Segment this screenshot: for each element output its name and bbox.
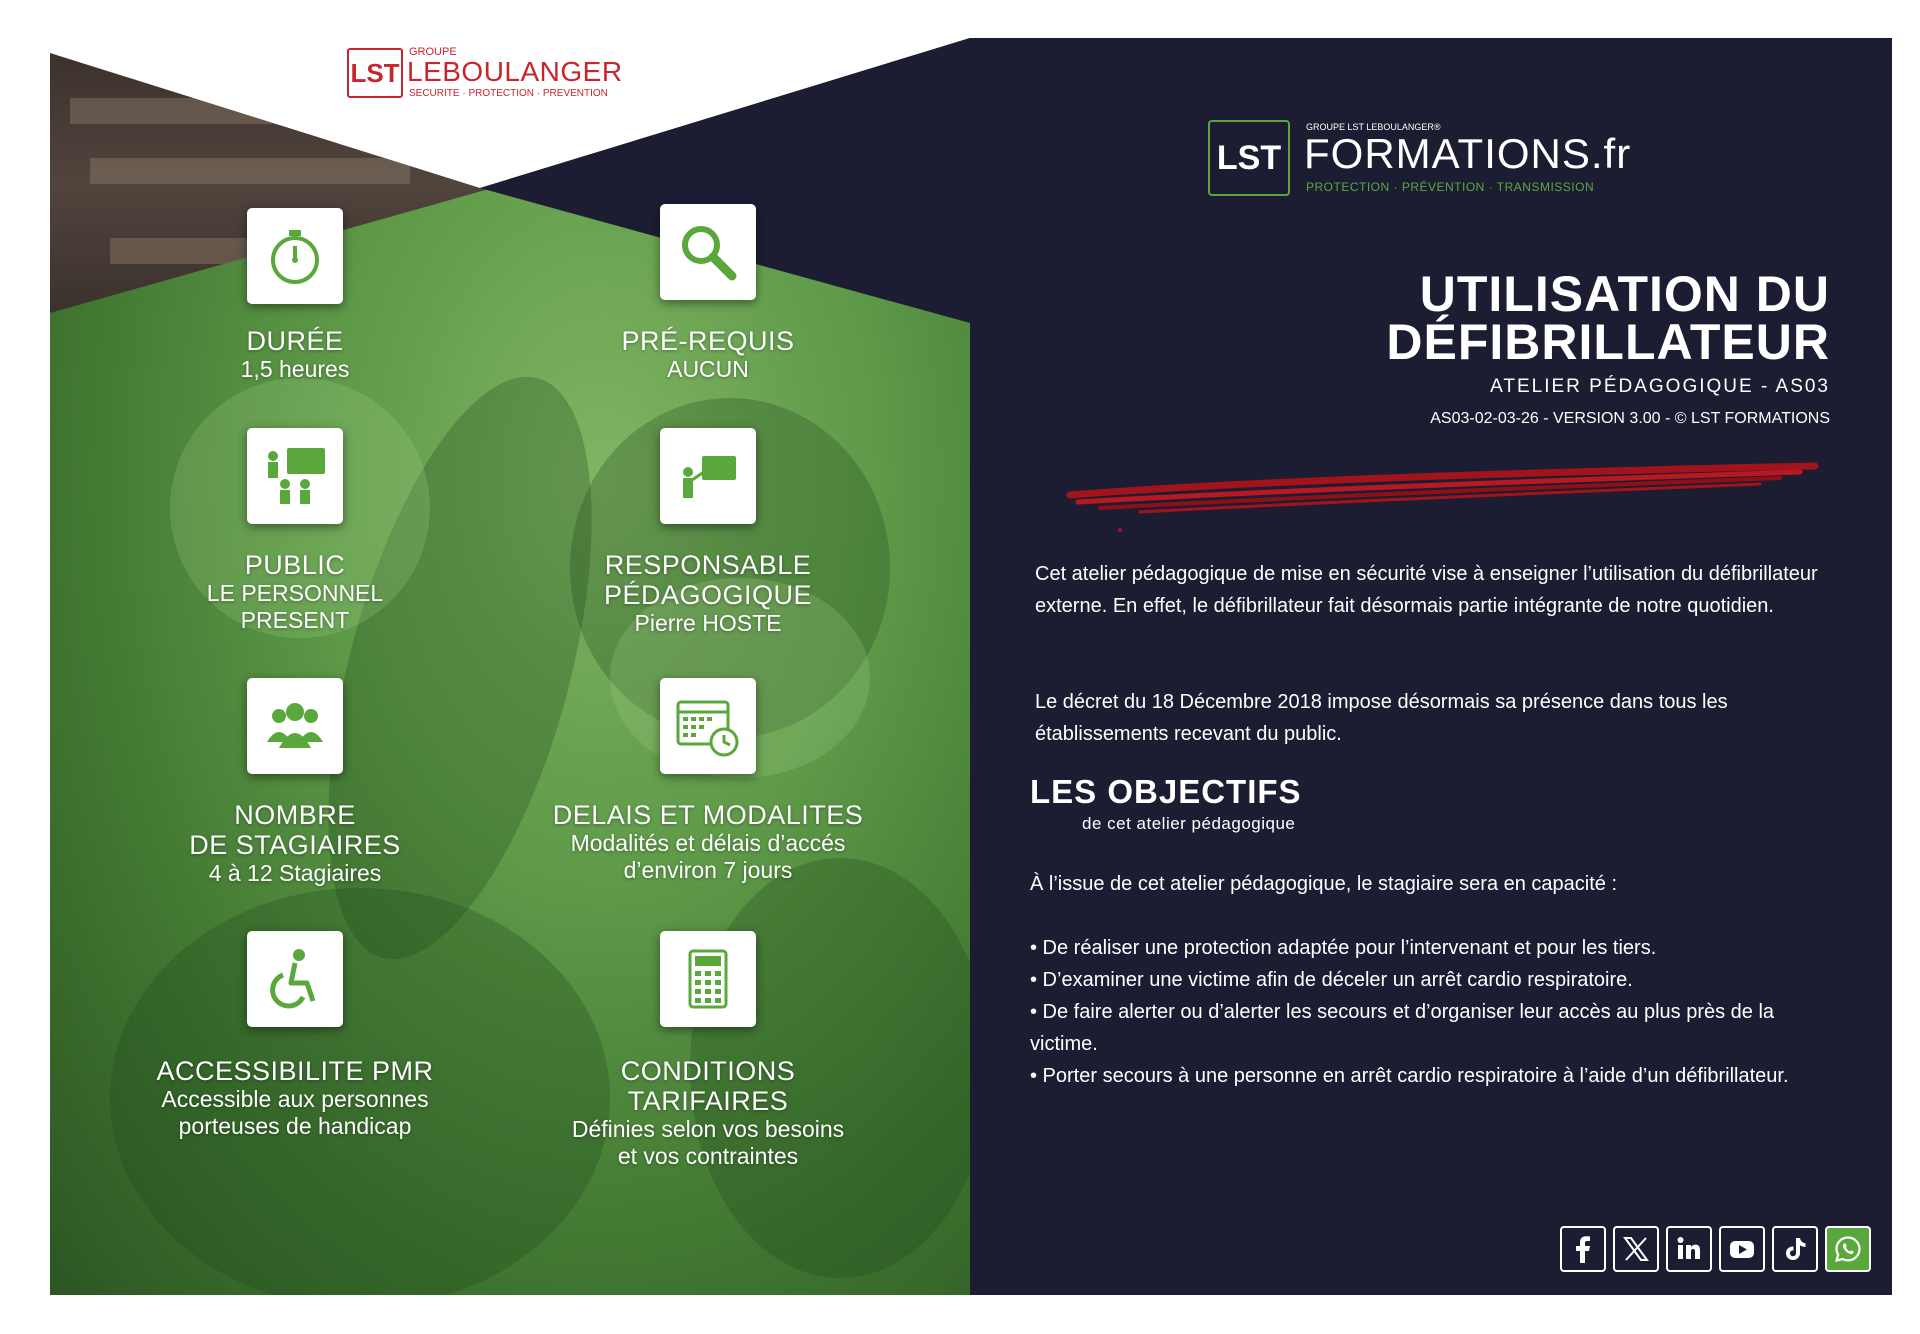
red-brush-stroke [1060,450,1820,540]
logo-name: LEBOULANGER [407,56,623,87]
document-title [1100,266,1830,370]
x-icon[interactable] [1613,1226,1659,1272]
wheelchair-icon [247,931,343,1027]
info-title: ACCESSIBILITE PMR [156,1056,434,1086]
info-value: PRESENT [240,607,350,633]
info-value: d’environ 7 jours [623,857,793,883]
document-subtitle: ATELIER PÉDAGOGIQUE - AS03 [1490,376,1830,397]
teacher-board-icon [660,428,756,524]
info-duree [125,326,465,383]
logo-abbr: LST [347,48,403,98]
info-value: porteuses de handicap [178,1113,412,1139]
info-value: LE PERSONNEL [206,580,384,606]
lst-leboulanger-logo [347,46,647,100]
intro-paragraph: Cet atelier pédagogique de mise en sécurité vise à enseigner l’utilisation du défibrillateur externe. En effet, le défibrillateur fait désormais partie intégrante de notre quotidien. [1035,563,1818,617]
info-value: et vos contraintes [617,1143,799,1169]
logo-small: GROUPE LST LEBOULANGER® [1306,122,1441,132]
info-title: DELAIS ET MODALITES [552,800,864,830]
group-icon [247,678,343,774]
title-line-2: DÉFIBRILLATEUR [1386,314,1830,370]
objective-item: • De réaliser une protection adaptée pour l’intervenant et pour les tiers. [1030,937,1657,959]
info-responsable [538,550,878,637]
logo-tagline: SECURITE · PROTECTION · PREVENTION [409,88,608,99]
magnifier-icon [660,204,756,300]
info-title: CONDITIONS TARIFAIRES [620,1056,796,1116]
objectives-heading: LES OBJECTIFS [1030,773,1302,810]
objective-item: • Porter secours à une personne en arrêt cardio respiratoire à l’aide d’un défibrillateur. [1030,1065,1789,1087]
info-value: Définies selon vos besoins [571,1116,845,1142]
photo-panel [50,38,970,1295]
teacher-students-icon [247,428,343,524]
info-nombre [125,800,465,887]
brochure-page [50,38,1892,1295]
info-value: 4 à 12 Stagiaires [208,860,382,886]
logo-small: GROUPE [409,46,457,58]
tiktok-icon[interactable] [1772,1226,1818,1272]
stopwatch-icon [247,208,343,304]
calendar-clock-icon [660,678,756,774]
whatsapp-icon[interactable] [1825,1226,1871,1272]
info-title-2: DE STAGIAIRES [189,830,401,860]
info-title: DURÉE [246,326,344,356]
info-value: 1,5 heures [240,356,350,382]
document-reference: AS03-02-03-26 - VERSION 3.00 - © LST FORMATIONS [1430,410,1830,427]
decree-paragraph: Le décret du 18 Décembre 2018 impose désormais sa présence dans tous les établissements recevant du public. [1035,691,1728,745]
info-accessibilite [125,1056,465,1140]
facebook-icon[interactable] [1560,1226,1606,1272]
info-title-2: PÉDAGOGIQUE [603,580,813,610]
objectives-subheading: de cet atelier pédagogique [1082,814,1296,833]
info-public [125,550,465,634]
info-delais [538,800,878,884]
calculator-icon [660,931,756,1027]
objectives-intro: À l’issue de cet atelier pédagogique, le stagiaire sera en capacité : [1030,873,1618,895]
info-value: Modalités et délais d’accés [570,830,846,856]
info-value: Accessible aux personnes [161,1086,429,1112]
logo-name: FORMATIONS.fr [1304,130,1632,177]
youtube-icon[interactable] [1719,1226,1765,1272]
info-title: PUBLIC [244,550,346,580]
info-value: AUCUN [667,356,749,382]
logo-tagline: PROTECTION · PRÉVENTION · TRANSMISSION [1306,180,1595,194]
linkedin-icon[interactable] [1666,1226,1712,1272]
logo-abbr: LST [1208,120,1290,196]
objective-item: • D’examiner une victime afin de déceler un arrêt cardio respiratoire. [1030,969,1633,991]
info-prerequis [538,326,878,383]
objectives-list [1030,932,1840,1092]
info-title: RESPONSABLE [604,550,812,580]
info-value: Pierre HOSTE [634,610,782,636]
info-tarifs [538,1056,878,1170]
info-title: NOMBRE [234,800,356,830]
objective-item: • De faire alerter ou d’alerter les secours et d’organiser leur accès au plus près de la victime. [1030,1001,1775,1055]
title-line-1: UTILISATION DU [1419,266,1830,322]
info-title: PRÉ-REQUIS [621,326,795,356]
lst-formations-logo [1208,114,1668,204]
